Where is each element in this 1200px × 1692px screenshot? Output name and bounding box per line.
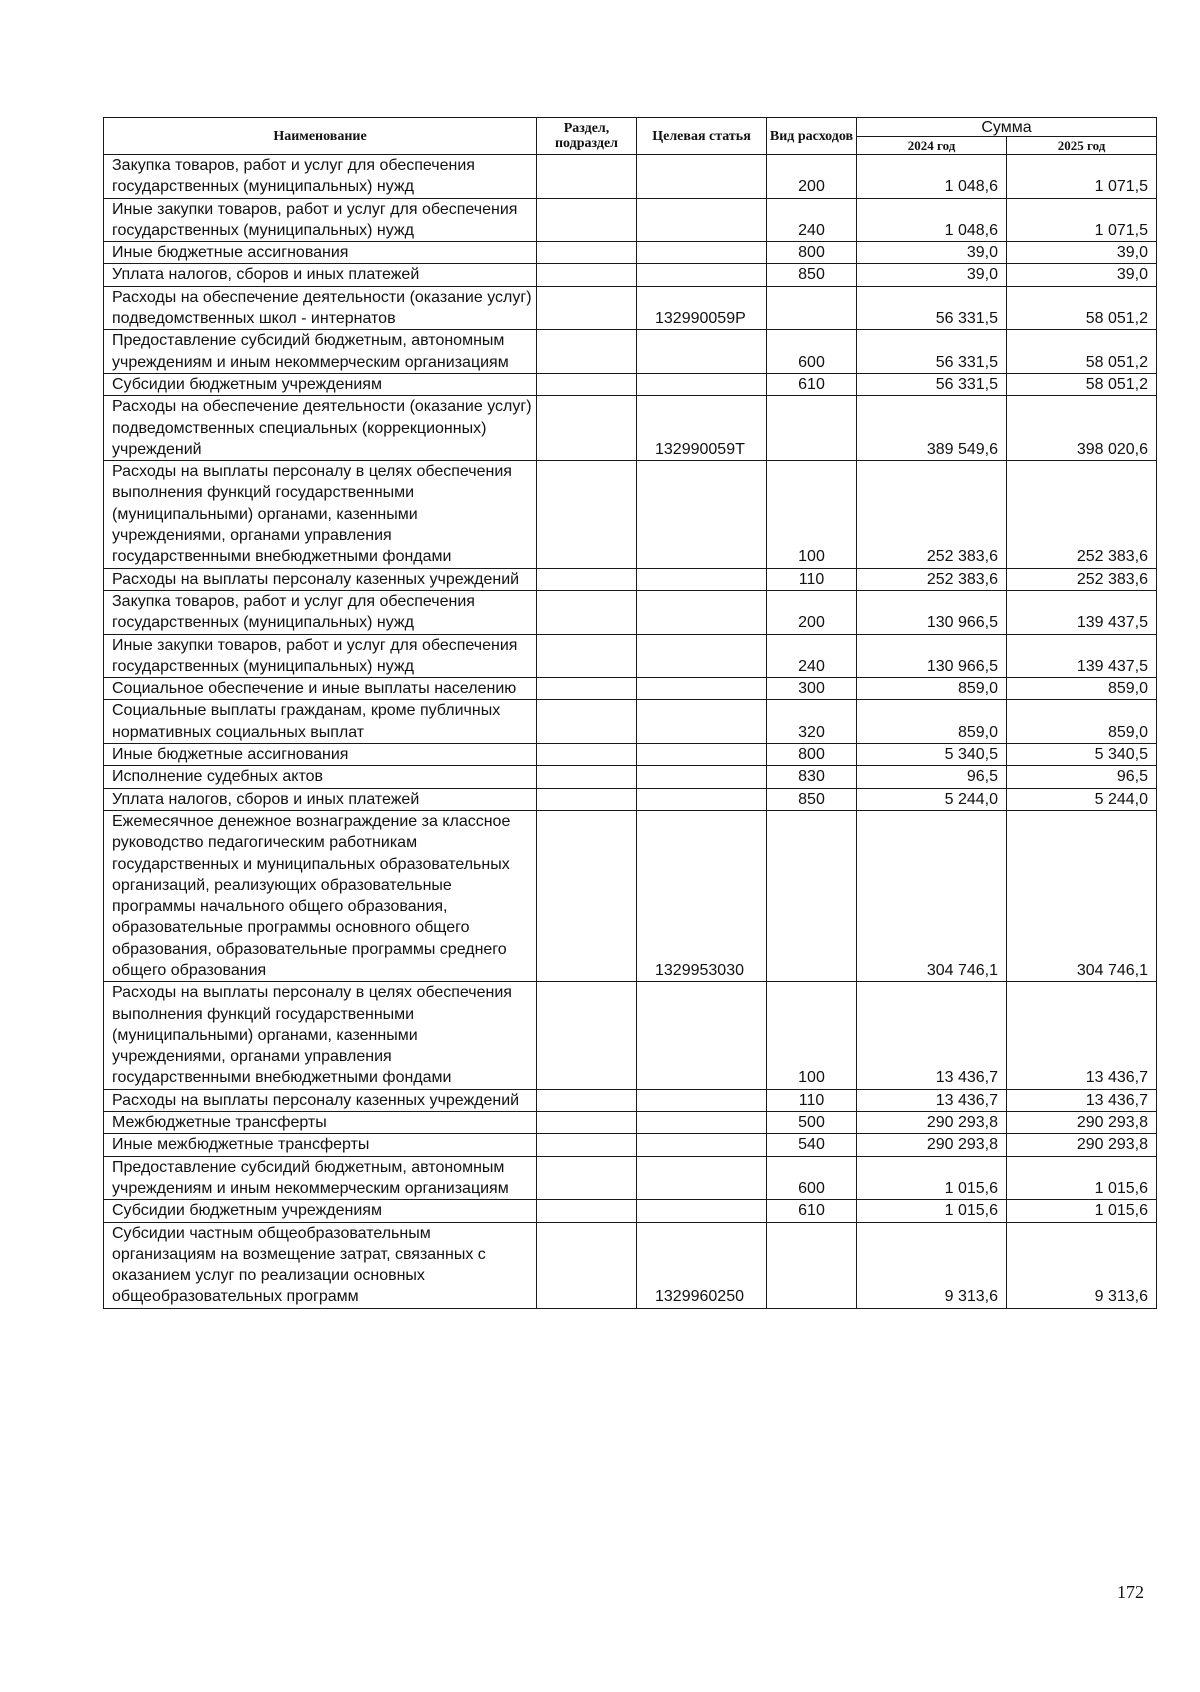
cell-section [537,590,637,634]
table-row [104,330,1157,374]
cell-sum-2025: 290 293,8 [1007,1134,1157,1156]
cell-name: Расходы на обеспечение деятельности (оказание услуг) подведомственных школ - интернатов [104,286,537,330]
cell-section [537,634,637,678]
cell-target [637,264,767,286]
cell-sum-2025: 859,0 [1007,700,1157,744]
cell-kind: 800 [767,744,857,766]
cell-kind: 610 [767,373,857,395]
cell-sum-2025: 252 383,6 [1007,461,1157,568]
cell-name: Расходы на выплаты персоналу в целях обеспечения выполнения функций государственными (муниципальными) органами, казенными учреждениями, органами управления государственными внебюджетными фондами [104,461,537,568]
cell-kind: 850 [767,264,857,286]
cell-section [537,373,637,395]
cell-target: 1329953030 [637,810,767,981]
table-body [104,155,1157,1309]
cell-sum-2024: 39,0 [857,242,1007,264]
cell-kind: 320 [767,700,857,744]
cell-section [537,1222,637,1308]
cell-sum-2024: 56 331,5 [857,330,1007,374]
cell-sum-2024: 1 048,6 [857,155,1007,199]
cell-target [637,1112,767,1134]
cell-sum-2024: 5 340,5 [857,744,1007,766]
cell-section [537,788,637,810]
header-kind: Вид расходов [767,118,857,155]
cell-kind: 100 [767,461,857,568]
cell-kind: 100 [767,982,857,1089]
cell-target [637,1200,767,1222]
cell-name: Исполнение судебных актов [104,766,537,788]
cell-name: Субсидии частным общеобразовательным организациям на возмещение затрат, связанных с оказанием услуг по реализации основных общеобразовательных программ [104,1222,537,1308]
cell-sum-2024: 96,5 [857,766,1007,788]
cell-sum-2024: 13 436,7 [857,1089,1007,1111]
cell-kind: 200 [767,590,857,634]
cell-target [637,155,767,199]
cell-section [537,744,637,766]
cell-sum-2025: 859,0 [1007,678,1157,700]
cell-section [537,1200,637,1222]
cell-target [637,1156,767,1200]
cell-kind: 200 [767,155,857,199]
cell-section [537,1134,637,1156]
cell-sum-2024: 859,0 [857,678,1007,700]
cell-kind: 240 [767,198,857,242]
table-row [104,242,1157,264]
table-row [104,700,1157,744]
cell-sum-2024: 9 313,6 [857,1222,1007,1308]
cell-sum-2024: 389 549,6 [857,396,1007,461]
cell-sum-2024: 39,0 [857,264,1007,286]
cell-sum-2025: 304 746,1 [1007,810,1157,981]
cell-kind: 110 [767,568,857,590]
cell-section [537,568,637,590]
cell-name: Иные бюджетные ассигнования [104,744,537,766]
cell-section [537,198,637,242]
cell-kind: 830 [767,766,857,788]
cell-sum-2024: 1 015,6 [857,1200,1007,1222]
table-row [104,1112,1157,1134]
cell-section [537,396,637,461]
table-row [104,396,1157,461]
cell-section [537,264,637,286]
table-row [104,1134,1157,1156]
cell-target [637,1089,767,1111]
header-year-2024: 2024 год [857,137,1007,155]
cell-section [537,810,637,981]
cell-sum-2025: 252 383,6 [1007,568,1157,590]
cell-target [637,198,767,242]
cell-sum-2025: 1 071,5 [1007,155,1157,199]
table-row [104,155,1157,199]
cell-target [637,568,767,590]
table-row [104,198,1157,242]
cell-kind [767,1222,857,1308]
cell-target: 132990059Т [637,396,767,461]
cell-sum-2025: 58 051,2 [1007,286,1157,330]
table-row [104,982,1157,1089]
cell-kind: 110 [767,1089,857,1111]
cell-section [537,700,637,744]
cell-target: 132990059Р [637,286,767,330]
cell-name: Расходы на обеспечение деятельности (оказание услуг) подведомственных специальных (коррекционных) учреждений [104,396,537,461]
cell-sum-2024: 1 048,6 [857,198,1007,242]
cell-sum-2024: 5 244,0 [857,788,1007,810]
cell-name: Предоставление субсидий бюджетным, автономным учреждениям и иным некоммерческим организациям [104,330,537,374]
cell-sum-2024: 130 966,5 [857,590,1007,634]
cell-section [537,1112,637,1134]
table-row [104,590,1157,634]
table-row [104,1089,1157,1111]
cell-kind: 800 [767,242,857,264]
table-row [104,678,1157,700]
cell-target [637,634,767,678]
cell-section [537,286,637,330]
cell-sum-2025: 5 340,5 [1007,744,1157,766]
cell-name: Предоставление субсидий бюджетным, автономным учреждениям и иным некоммерческим организациям [104,1156,537,1200]
cell-name: Иные закупки товаров, работ и услуг для обеспечения государственных (муниципальных) нужд [104,634,537,678]
cell-target [637,1134,767,1156]
table-row [104,744,1157,766]
cell-kind [767,286,857,330]
cell-sum-2024: 290 293,8 [857,1112,1007,1134]
cell-sum-2024: 252 383,6 [857,568,1007,590]
cell-name: Межбюджетные трансферты [104,1112,537,1134]
cell-name: Уплата налогов, сборов и иных платежей [104,788,537,810]
table-row [104,810,1157,981]
cell-sum-2025: 9 313,6 [1007,1222,1157,1308]
cell-sum-2024: 859,0 [857,700,1007,744]
cell-sum-2025: 1 015,6 [1007,1156,1157,1200]
cell-name: Иные бюджетные ассигнования [104,242,537,264]
page-number: 172 [1117,1582,1144,1602]
table-row [104,634,1157,678]
cell-name: Иные закупки товаров, работ и услуг для обеспечения государственных (муниципальных) нужд [104,198,537,242]
table-row [104,1156,1157,1200]
cell-sum-2025: 58 051,2 [1007,330,1157,374]
table-row [104,1222,1157,1308]
table-row [104,766,1157,788]
cell-name: Социальное обеспечение и иные выплаты населению [104,678,537,700]
cell-target [637,373,767,395]
cell-sum-2025: 139 437,5 [1007,634,1157,678]
cell-kind: 540 [767,1134,857,1156]
cell-target [637,700,767,744]
cell-section [537,766,637,788]
cell-kind: 850 [767,788,857,810]
table-row [104,788,1157,810]
cell-target [637,590,767,634]
cell-name: Субсидии бюджетным учреждениям [104,1200,537,1222]
cell-sum-2025: 96,5 [1007,766,1157,788]
cell-sum-2025: 13 436,7 [1007,982,1157,1089]
cell-name: Расходы на выплаты персоналу казенных учреждений [104,568,537,590]
cell-name: Субсидии бюджетным учреждениям [104,373,537,395]
cell-target [637,744,767,766]
cell-sum-2025: 398 020,6 [1007,396,1157,461]
cell-kind: 600 [767,330,857,374]
cell-sum-2025: 290 293,8 [1007,1112,1157,1134]
cell-sum-2024: 1 015,6 [857,1156,1007,1200]
cell-sum-2024: 13 436,7 [857,982,1007,1089]
cell-sum-2025: 39,0 [1007,242,1157,264]
cell-target [637,461,767,568]
header-year-2025: 2025 год [1007,137,1157,155]
cell-sum-2024: 304 746,1 [857,810,1007,981]
cell-section [537,461,637,568]
cell-kind: 500 [767,1112,857,1134]
cell-section [537,982,637,1089]
cell-section [537,242,637,264]
cell-name: Ежемесячное денежное вознаграждение за классное руководство педагогическим работникам государственных и муниципальных образовательных организаций, реализующих образовательные программы начального общего образования, образовательные программы основного общего образования, образовательные программы среднего общего образования [104,810,537,981]
cell-section [537,1089,637,1111]
cell-target: 1329960250 [637,1222,767,1308]
cell-name: Закупка товаров, работ и услуг для обеспечения государственных (муниципальных) нужд [104,590,537,634]
cell-target [637,982,767,1089]
cell-kind: 300 [767,678,857,700]
cell-target [637,330,767,374]
cell-target [637,678,767,700]
cell-sum-2024: 56 331,5 [857,286,1007,330]
cell-name: Уплата налогов, сборов и иных платежей [104,264,537,286]
table-row [104,286,1157,330]
cell-sum-2025: 5 244,0 [1007,788,1157,810]
cell-target [637,766,767,788]
cell-sum-2025: 1 071,5 [1007,198,1157,242]
cell-sum-2024: 252 383,6 [857,461,1007,568]
cell-kind: 610 [767,1200,857,1222]
cell-section [537,678,637,700]
cell-kind [767,396,857,461]
cell-sum-2025: 58 051,2 [1007,373,1157,395]
cell-kind: 600 [767,1156,857,1200]
cell-sum-2025: 1 015,6 [1007,1200,1157,1222]
cell-target [637,242,767,264]
cell-sum-2025: 139 437,5 [1007,590,1157,634]
cell-sum-2024: 290 293,8 [857,1134,1007,1156]
table-row [104,1200,1157,1222]
table-header [104,118,1157,155]
cell-name: Расходы на выплаты персоналу казенных учреждений [104,1089,537,1111]
table-row [104,568,1157,590]
cell-sum-2024: 130 966,5 [857,634,1007,678]
cell-kind: 240 [767,634,857,678]
cell-target [637,788,767,810]
cell-section [537,330,637,374]
cell-sum-2024: 56 331,5 [857,373,1007,395]
cell-sum-2025: 13 436,7 [1007,1089,1157,1111]
cell-section [537,1156,637,1200]
header-target: Целевая статья [637,118,767,155]
cell-name: Иные межбюджетные трансферты [104,1134,537,1156]
cell-section [537,155,637,199]
header-sum: Сумма [857,118,1157,137]
header-name: Наименование [104,118,537,155]
cell-name: Закупка товаров, работ и услуг для обеспечения государственных (муниципальных) нужд [104,155,537,199]
cell-name: Расходы на выплаты персоналу в целях обеспечения выполнения функций государственными (муниципальными) органами, казенными учреждениями, органами управления государственными внебюджетными фондами [104,982,537,1089]
table-row [104,264,1157,286]
cell-name: Социальные выплаты гражданам, кроме публичных нормативных социальных выплат [104,700,537,744]
cell-sum-2025: 39,0 [1007,264,1157,286]
budget-table [103,117,1157,1309]
header-section: Раздел, подраздел [537,118,637,155]
table-row [104,461,1157,568]
table-row [104,373,1157,395]
cell-kind [767,810,857,981]
